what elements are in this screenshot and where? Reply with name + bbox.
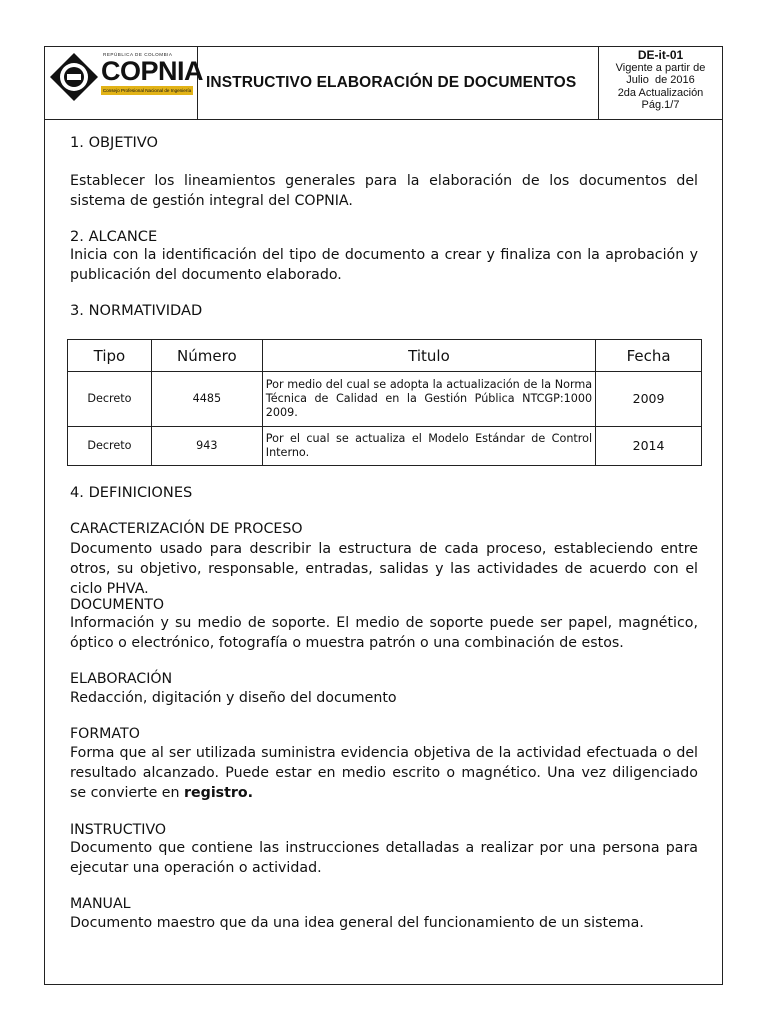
cell-numero: 4485 <box>151 372 262 427</box>
document-title: INSTRUCTIVO ELABORACIÓN DE DOCUMENTOS <box>198 47 599 119</box>
cell-tipo: Decreto <box>68 427 152 466</box>
definition-text: Documento usado para describir la estructura de cada proceso, estableciendo entre otros, su objetivo, responsable, entradas, salidas y las actividades de acuerdo con el ciclo PHVA. <box>70 541 698 597</box>
col-header-numero: Número <box>151 340 262 372</box>
definition-term: INSTRUCTIVO <box>70 822 167 838</box>
copnia-emblem-icon <box>49 52 99 102</box>
definition-term: MANUAL <box>70 896 131 912</box>
table-row <box>68 427 702 466</box>
page-number: Pág.1/7 <box>641 99 680 111</box>
heading-alcance: 2. ALCANCE <box>70 228 158 245</box>
normatividad-table <box>67 339 702 466</box>
definition-text: Documento maestro que da una idea general del funcionamiento de un sistema. <box>70 915 644 931</box>
cell-titulo: Por el cual se actualiza el Modelo Estándar de Control Interno. <box>262 427 595 466</box>
definition-text: Información y su medio de soporte. El medio de soporte puede ser papel, magnético, óptico o electrónico, fotografía o muestra patrón o una combinación de estos. <box>70 615 698 651</box>
cell-numero: 943 <box>151 427 262 466</box>
validity-line-1: Vigente a partir de <box>615 61 706 74</box>
document-meta <box>599 47 722 119</box>
definition-term: FORMATO <box>70 726 140 742</box>
validity-line-2: Julio de 2016 <box>626 74 695 86</box>
col-header-titulo: Titulo <box>262 340 595 372</box>
definition-text: Documento que contiene las instrucciones detalladas a realizar por una persona para ejecutar una operación o actividad. <box>70 840 698 876</box>
col-header-fecha: Fecha <box>596 340 702 372</box>
update-label: 2da Actualización <box>617 86 704 99</box>
logo-wordmark: COPNIA <box>101 56 204 86</box>
heading-objetivo: 1. OBJETIVO <box>70 134 159 151</box>
definition-term: DOCUMENTO <box>70 597 165 613</box>
definition-text-body: Forma que al ser utilizada suministra evidencia objetiva de la actividad efectuada o del resultado alcanzado. Puede estar en medio escrito o magnético. Una vez diligenciado se convierte en <box>70 745 698 801</box>
definition-text: Redacción, digitación y diseño del documento <box>70 690 397 706</box>
alcance-text: Inicia con la identificación del tipo de documento a crear y finaliza con la aprobación y publicación del documento elaborado. <box>70 247 698 283</box>
logo-country-text: REPÚBLICA DE COLOMBIA <box>103 52 173 57</box>
objetivo-text: Establecer los lineamientos generales para la elaboración de los documentos del sistema de gestión integral del COPNIA. <box>70 173 698 209</box>
col-header-tipo: Tipo <box>68 340 152 372</box>
document-code: DE-it-01 <box>637 48 684 62</box>
table-header-row <box>68 340 702 372</box>
definition-text <box>70 743 698 803</box>
cell-fecha: 2014 <box>596 427 702 466</box>
cell-titulo: Por medio del cual se adopta la actualización de la Norma Técnica de Calidad en la Gestión Pública NTCGP:1000 2009. <box>262 372 595 427</box>
definition-term: CARACTERIZACIÓN DE PROCESO <box>70 521 303 537</box>
heading-normatividad: 3. NORMATIVIDAD <box>70 302 203 319</box>
cell-fecha: 2009 <box>596 372 702 427</box>
document-header <box>44 46 723 120</box>
definition-term: ELABORACIÓN <box>70 671 173 687</box>
table-row <box>68 372 702 427</box>
definition-text-bold: registro. <box>184 785 254 801</box>
heading-definiciones: 4. DEFINICIONES <box>70 484 193 501</box>
cell-tipo: Decreto <box>68 372 152 427</box>
logo-subtitle: Consejo Profesional Nacional de Ingeniería <box>102 88 192 93</box>
copnia-logo <box>45 47 204 119</box>
